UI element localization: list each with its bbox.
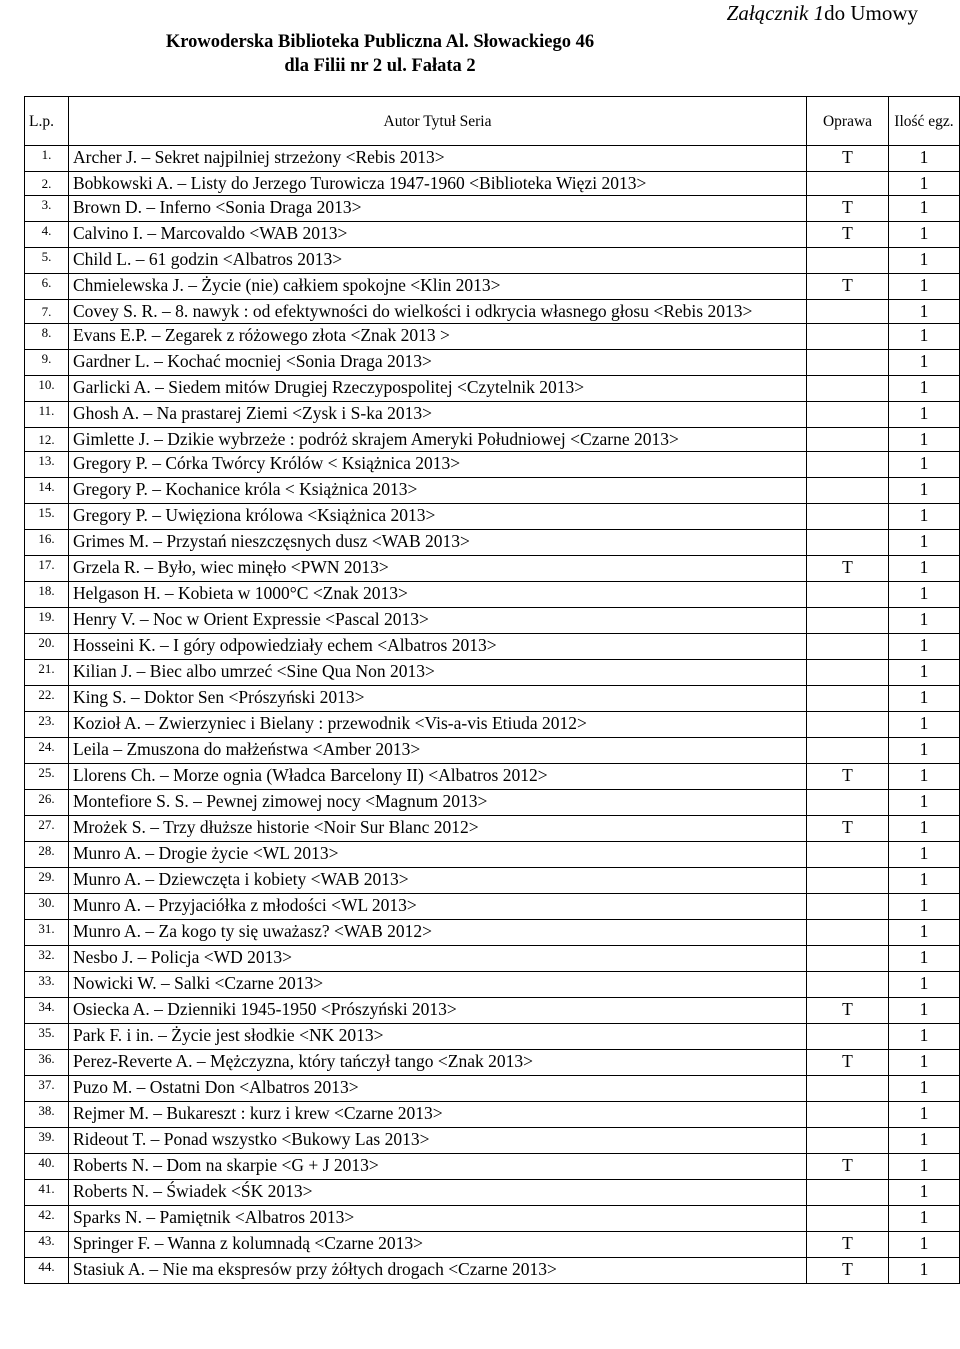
book-entry: Gregory P. – Uwięziona królowa <Książnica 2013> — [69, 504, 807, 530]
copy-count: 1 — [889, 608, 960, 634]
binding-type — [807, 868, 889, 894]
copy-count: 1 — [889, 172, 960, 196]
binding-type: T — [807, 816, 889, 842]
book-entry: Rideout T. – Ponad wszystko <Bukowy Las 2013> — [69, 1128, 807, 1154]
binding-type — [807, 972, 889, 998]
copy-count: 1 — [889, 582, 960, 608]
table-row — [25, 738, 960, 764]
row-number: 10. — [25, 376, 69, 402]
copy-count: 1 — [889, 376, 960, 402]
book-entry: Roberts N. – Świadek <ŚK 2013> — [69, 1180, 807, 1206]
book-entry: Ghosh A. – Na prastarej Ziemi <Zysk i S-ka 2013> — [69, 402, 807, 428]
copy-count: 1 — [889, 504, 960, 530]
table-row — [25, 790, 960, 816]
binding-type — [807, 172, 889, 196]
book-entry: Brown D. – Inferno <Sonia Draga 2013> — [69, 196, 807, 222]
table-row — [25, 712, 960, 738]
row-number: 29. — [25, 868, 69, 894]
binding-type — [807, 248, 889, 274]
row-number: 34. — [25, 998, 69, 1024]
binding-type — [807, 1206, 889, 1232]
table-row — [25, 324, 960, 350]
book-entry: Covey S. R. – 8. nawyk : od efektywności do wielkości i odkrycia własnego głosu <Rebis 2013> — [69, 300, 807, 324]
row-number: 44. — [25, 1258, 69, 1284]
copy-count: 1 — [889, 920, 960, 946]
book-entry: Grzela R. – Było, wiec minęło <PWN 2013> — [69, 556, 807, 582]
binding-type — [807, 402, 889, 428]
row-number: 18. — [25, 582, 69, 608]
binding-type: T — [807, 556, 889, 582]
book-entry: Puzo M. – Ostatni Don <Albatros 2013> — [69, 1076, 807, 1102]
book-entry: Rejmer M. – Bukareszt : kurz i krew <Czarne 2013> — [69, 1102, 807, 1128]
table-row — [25, 998, 960, 1024]
copy-count: 1 — [889, 350, 960, 376]
book-entry: King S. – Doktor Sen <Prószyński 2013> — [69, 686, 807, 712]
copy-count: 1 — [889, 1102, 960, 1128]
book-entry: Munro A. – Za kogo ty się uważasz? <WAB 2012> — [69, 920, 807, 946]
row-number: 2. — [25, 172, 69, 196]
row-number: 38. — [25, 1102, 69, 1128]
copy-count: 1 — [889, 634, 960, 660]
book-entry: Evans E.P. – Zegarek z różowego złota <Znak 2013 > — [69, 324, 807, 350]
row-number: 1. — [25, 146, 69, 172]
book-entry: Gimlette J. – Dzikie wybrzeże : podróż skrajem Ameryki Południowej <Czarne 2013> — [69, 428, 807, 452]
annex-label — [727, 1, 918, 26]
table-row — [25, 1076, 960, 1102]
book-list-table — [24, 96, 960, 1284]
binding-type — [807, 478, 889, 504]
copy-count: 1 — [889, 842, 960, 868]
binding-type — [807, 428, 889, 452]
row-number: 35. — [25, 1024, 69, 1050]
table-row — [25, 428, 960, 452]
table-row — [25, 1258, 960, 1284]
binding-type — [807, 452, 889, 478]
row-number: 43. — [25, 1232, 69, 1258]
binding-type: T — [807, 222, 889, 248]
table-row — [25, 686, 960, 712]
row-number: 23. — [25, 712, 69, 738]
table-header-row — [25, 97, 960, 146]
book-entry: Gardner L. – Kochać mocniej <Sonia Draga 2013> — [69, 350, 807, 376]
book-entry: Roberts N. – Dom na skarpie <G + J 2013> — [69, 1154, 807, 1180]
row-number: 39. — [25, 1128, 69, 1154]
table-row — [25, 172, 960, 196]
table-row — [25, 402, 960, 428]
row-number: 26. — [25, 790, 69, 816]
table-row — [25, 196, 960, 222]
binding-type — [807, 1024, 889, 1050]
copy-count: 1 — [889, 530, 960, 556]
copy-count: 1 — [889, 1050, 960, 1076]
book-entry: Bobkowski A. – Listy do Jerzego Turowicza 1947-1960 <Biblioteka Więzi 2013> — [69, 172, 807, 196]
book-entry: Montefiore S. S. – Pewnej zimowej nocy <Magnum 2013> — [69, 790, 807, 816]
binding-type — [807, 376, 889, 402]
library-name: Krowoderska Biblioteka Publiczna Al. Słowackiego 46 — [165, 32, 595, 52]
copy-count: 1 — [889, 452, 960, 478]
table-row — [25, 1128, 960, 1154]
book-entry: Sparks N. – Pamiętnik <Albatros 2013> — [69, 1206, 807, 1232]
binding-type — [807, 1102, 889, 1128]
row-number: 40. — [25, 1154, 69, 1180]
binding-type — [807, 920, 889, 946]
table-row — [25, 946, 960, 972]
copy-count: 1 — [889, 428, 960, 452]
table-row — [25, 222, 960, 248]
book-entry: Munro A. – Przyjaciółka z młodości <WL 2013> — [69, 894, 807, 920]
book-entry: Munro A. – Drogie życie <WL 2013> — [69, 842, 807, 868]
binding-type — [807, 790, 889, 816]
binding-type — [807, 504, 889, 530]
copy-count: 1 — [889, 790, 960, 816]
binding-type — [807, 1128, 889, 1154]
copy-count: 1 — [889, 686, 960, 712]
binding-type — [807, 738, 889, 764]
binding-type: T — [807, 1258, 889, 1284]
table-row — [25, 1154, 960, 1180]
row-number: 31. — [25, 920, 69, 946]
row-number: 8. — [25, 324, 69, 350]
binding-type — [807, 530, 889, 556]
copy-count: 1 — [889, 556, 960, 582]
column-header-title: Autor Tytuł Seria — [69, 97, 807, 146]
table-row — [25, 842, 960, 868]
binding-type: T — [807, 764, 889, 790]
binding-type — [807, 634, 889, 660]
branch-address: dla Filii nr 2 ul. Fałata 2 — [284, 56, 476, 76]
row-number: 20. — [25, 634, 69, 660]
copy-count: 1 — [889, 894, 960, 920]
copy-count: 1 — [889, 1154, 960, 1180]
row-number: 37. — [25, 1076, 69, 1102]
book-entry: Kozioł A. – Zwierzyniec i Bielany : przewodnik <Vis-a-vis Etiuda 2012> — [69, 712, 807, 738]
binding-type — [807, 946, 889, 972]
row-number: 6. — [25, 274, 69, 300]
table-row — [25, 1180, 960, 1206]
table-row — [25, 452, 960, 478]
book-entry: Perez-Reverte A. – Mężczyzna, który tańczył tango <Znak 2013> — [69, 1050, 807, 1076]
row-number: 33. — [25, 972, 69, 998]
table-row — [25, 920, 960, 946]
binding-type — [807, 842, 889, 868]
copy-count: 1 — [889, 196, 960, 222]
table-row — [25, 972, 960, 998]
table-row — [25, 1050, 960, 1076]
book-entry: Osiecka A. – Dzienniki 1945-1950 <Prószyński 2013> — [69, 998, 807, 1024]
table-row — [25, 582, 960, 608]
table-row — [25, 894, 960, 920]
binding-type: T — [807, 196, 889, 222]
table-row — [25, 504, 960, 530]
table-body — [25, 146, 960, 1284]
book-entry: Gregory P. – Kochanice króla < Książnica 2013> — [69, 478, 807, 504]
column-header-binding: Oprawa — [807, 97, 889, 146]
binding-type — [807, 686, 889, 712]
copy-count: 1 — [889, 660, 960, 686]
copy-count: 1 — [889, 1180, 960, 1206]
table-row — [25, 556, 960, 582]
row-number: 16. — [25, 530, 69, 556]
table-row — [25, 868, 960, 894]
table-row — [25, 146, 960, 172]
row-number: 42. — [25, 1206, 69, 1232]
binding-type: T — [807, 146, 889, 172]
copy-count: 1 — [889, 300, 960, 324]
copy-count: 1 — [889, 248, 960, 274]
binding-type: T — [807, 998, 889, 1024]
row-number: 12. — [25, 428, 69, 452]
table-row — [25, 530, 960, 556]
book-entry: Grimes M. – Przystań nieszczęsnych dusz <WAB 2013> — [69, 530, 807, 556]
book-entry: Nowicki W. – Salki <Czarne 2013> — [69, 972, 807, 998]
row-number: 11. — [25, 402, 69, 428]
copy-count: 1 — [889, 222, 960, 248]
copy-count: 1 — [889, 946, 960, 972]
copy-count: 1 — [889, 1258, 960, 1284]
table-row — [25, 300, 960, 324]
row-number: 41. — [25, 1180, 69, 1206]
row-number: 13. — [25, 452, 69, 478]
row-number: 27. — [25, 816, 69, 842]
copy-count: 1 — [889, 478, 960, 504]
book-entry: Leila – Zmuszona do małżeństwa <Amber 2013> — [69, 738, 807, 764]
column-header-lp: L.p. — [25, 97, 69, 146]
binding-type — [807, 894, 889, 920]
copy-count: 1 — [889, 402, 960, 428]
binding-type — [807, 608, 889, 634]
copy-count: 1 — [889, 146, 960, 172]
book-entry: Child L. – 61 godzin <Albatros 2013> — [69, 248, 807, 274]
annex-number: Załącznik 1 — [726, 1, 825, 25]
table-row — [25, 608, 960, 634]
row-number: 17. — [25, 556, 69, 582]
table-row — [25, 1024, 960, 1050]
row-number: 22. — [25, 686, 69, 712]
book-entry: Kilian J. – Biec albo umrzeć <Sine Qua Non 2013> — [69, 660, 807, 686]
copy-count: 1 — [889, 324, 960, 350]
copy-count: 1 — [889, 1232, 960, 1258]
binding-type — [807, 350, 889, 376]
book-entry: Mrożek S. – Trzy dłuższe historie <Noir Sur Blanc 2012> — [69, 816, 807, 842]
table-row — [25, 764, 960, 790]
row-number: 5. — [25, 248, 69, 274]
book-entry: Helgason H. – Kobieta w 1000°C <Znak 2013> — [69, 582, 807, 608]
binding-type — [807, 660, 889, 686]
book-entry: Archer J. – Sekret najpilniej strzeżony <Rebis 2013> — [69, 146, 807, 172]
row-number: 3. — [25, 196, 69, 222]
binding-type: T — [807, 1050, 889, 1076]
copy-count: 1 — [889, 998, 960, 1024]
book-entry: Llorens Ch. – Morze ognia (Władca Barcelony II) <Albatros 2012> — [69, 764, 807, 790]
binding-type — [807, 1180, 889, 1206]
table-row — [25, 478, 960, 504]
copy-count: 1 — [889, 1076, 960, 1102]
copy-count: 1 — [889, 1206, 960, 1232]
copy-count: 1 — [889, 1128, 960, 1154]
row-number: 4. — [25, 222, 69, 248]
copy-count: 1 — [889, 868, 960, 894]
row-number: 21. — [25, 660, 69, 686]
row-number: 28. — [25, 842, 69, 868]
annex-suffix: do Umowy — [824, 1, 918, 25]
copy-count: 1 — [889, 972, 960, 998]
book-entry: Park F. i in. – Życie jest słodkie <NK 2013> — [69, 1024, 807, 1050]
row-number: 14. — [25, 478, 69, 504]
row-number: 24. — [25, 738, 69, 764]
table-row — [25, 660, 960, 686]
book-entry: Chmielewska J. – Życie (nie) całkiem spokojne <Klin 2013> — [69, 274, 807, 300]
binding-type — [807, 582, 889, 608]
table-row — [25, 1232, 960, 1258]
row-number: 9. — [25, 350, 69, 376]
book-entry: Hosseini K. – I góry odpowiedziały echem <Albatros 2013> — [69, 634, 807, 660]
table-row — [25, 274, 960, 300]
binding-type — [807, 324, 889, 350]
binding-type: T — [807, 1154, 889, 1180]
book-entry: Munro A. – Dziewczęta i kobiety <WAB 2013> — [69, 868, 807, 894]
book-entry: Calvino I. – Marcovaldo <WAB 2013> — [69, 222, 807, 248]
table-row — [25, 1102, 960, 1128]
row-number: 19. — [25, 608, 69, 634]
book-entry: Nesbo J. – Policja <WD 2013> — [69, 946, 807, 972]
binding-type: T — [807, 274, 889, 300]
row-number: 25. — [25, 764, 69, 790]
binding-type — [807, 300, 889, 324]
binding-type — [807, 1076, 889, 1102]
row-number: 7. — [25, 300, 69, 324]
copy-count: 1 — [889, 274, 960, 300]
document-header — [0, 30, 760, 78]
copy-count: 1 — [889, 738, 960, 764]
copy-count: 1 — [889, 764, 960, 790]
book-entry: Henry V. – Noc w Orient Expressie <Pascal 2013> — [69, 608, 807, 634]
book-entry: Gregory P. – Córka Twórcy Królów < Książnica 2013> — [69, 452, 807, 478]
book-entry: Stasiuk A. – Nie ma ekspresów przy żółtych drogach <Czarne 2013> — [69, 1258, 807, 1284]
book-entry: Springer F. – Wanna z kolumnadą <Czarne 2013> — [69, 1232, 807, 1258]
table-row — [25, 816, 960, 842]
column-header-quantity: Ilość egz. — [889, 97, 960, 146]
row-number: 32. — [25, 946, 69, 972]
row-number: 30. — [25, 894, 69, 920]
copy-count: 1 — [889, 712, 960, 738]
copy-count: 1 — [889, 1024, 960, 1050]
row-number: 36. — [25, 1050, 69, 1076]
binding-type: T — [807, 1232, 889, 1258]
table-row — [25, 350, 960, 376]
table-row — [25, 634, 960, 660]
table-row — [25, 248, 960, 274]
table-row — [25, 376, 960, 402]
copy-count: 1 — [889, 816, 960, 842]
book-entry: Garlicki A. – Siedem mitów Drugiej Rzeczypospolitej <Czytelnik 2013> — [69, 376, 807, 402]
binding-type — [807, 712, 889, 738]
row-number: 15. — [25, 504, 69, 530]
table-row — [25, 1206, 960, 1232]
